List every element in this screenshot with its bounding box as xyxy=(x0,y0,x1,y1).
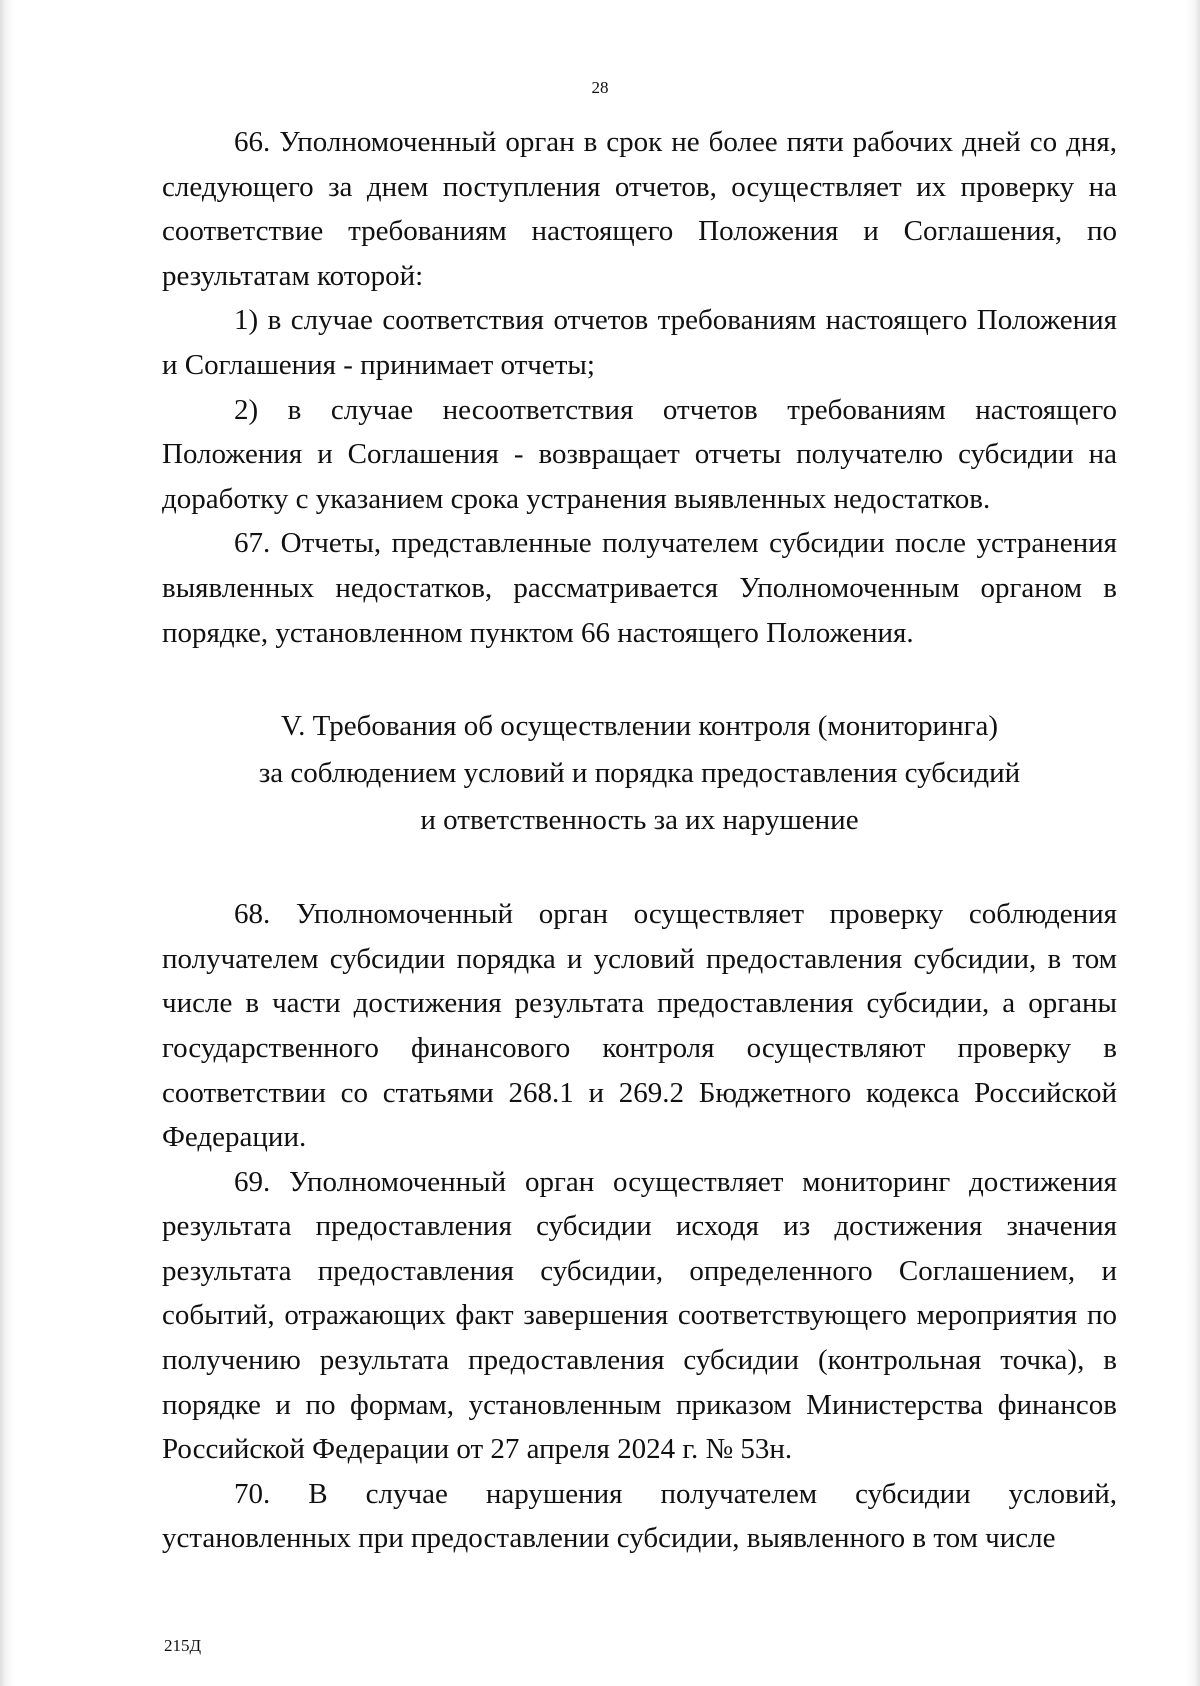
paragraph-66-item-1: 1) в случае соответствия отчетов требованиям настоящего Положения и Соглашения - принимает отчеты; xyxy=(162,304,1117,381)
paragraph-70: 70. В случае нарушения получателем субсидии условий, установленных при предоставлении субсидии, выявленного в том числе xyxy=(162,1477,1117,1555)
paragraph-66: 66. Уполномоченный орган в срок не более пяти рабочих дней со дня, следующего за днем поступления отчетов, осуществляет их проверку на соответствие требованиям настоящего Положения и Соглашения, по результатам которой: xyxy=(162,126,1117,292)
paragraph-69: 69. Уполномоченный орган осуществляет мониторинг достижения результата предоставления субсидии исходя из достижения значения результата предоставления субсидии, определенного Соглашением, и событий, отражающих факт завершения соответствующего мероприятия по получению результата предоставления субсидии (контрольная точка), в порядке и по формам, установленным приказом Министерства финансов Российской Федерации от 27 апреля 2024 г. № 53н. xyxy=(162,1165,1117,1466)
paragraph-68: 68. Уполномоченный орган осуществляет проверку соблюдения получателем субсидии порядка и условий предоставления субсидии, в том числе в части достижения результата предоставления субсидии, а органы государственного финансового контроля осуществляют проверку в соответствии со статьями 268.1 и 269.2 Бюджетного кодекса Российской Федерации. xyxy=(162,898,1117,1154)
scan-edge-right xyxy=(1186,0,1200,1686)
document-code: 215Д xyxy=(164,1636,202,1655)
paragraph-67: 67. Отчеты, представленные получателем субсидии после устранения выявленных недостатков, рассматривается Уполномоченным органом в порядке, установленном пунктом 66 настоящего Положения. xyxy=(162,527,1117,649)
scan-edge-left xyxy=(0,0,14,1686)
section-heading xyxy=(162,703,1117,844)
paragraph-66-item-2: 2) в случае несоответствия отчетов требованиям настоящего Положения и Соглашения - возвращает отчеты получателю субсидии на доработку с указанием срока устранения выявленных недостатков. xyxy=(162,393,1117,515)
document-body xyxy=(162,120,1117,1561)
section-heading-line-3: и ответственность за их нарушение xyxy=(420,804,859,837)
section-heading-line-1: V. Требования об осуществлении контроля (мониторинга) xyxy=(280,710,999,743)
page-number: 28 xyxy=(591,78,609,97)
section-heading-line-2: за соблюдением условий и порядка предоставления субсидий xyxy=(258,757,1021,790)
